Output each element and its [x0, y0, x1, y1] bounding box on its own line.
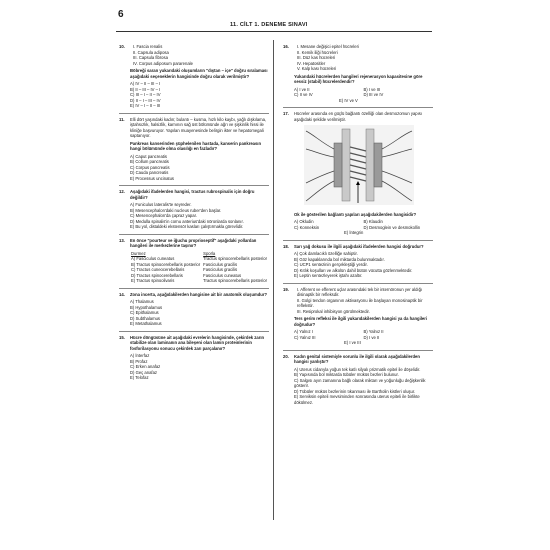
- answer-options: [130, 299, 269, 327]
- answer-option[interactable]: A) Caput pancreatis: [130, 153, 168, 159]
- question-stem: Ters gerim refleksi ile ilgili yukarıdakilerden hangisi ya da hangileri doğrudur?: [294, 316, 428, 327]
- answer-option[interactable]: E) Leptin sentezleyerek iştahı azaltır.: [294, 273, 363, 278]
- question-18: [283, 244, 433, 279]
- table-cell: C) Tractus cuneocerebellaris: [131, 267, 185, 272]
- answer-option[interactable]: B) Göz kapaklarında bol miktarda bulunmaktadır.: [294, 256, 385, 262]
- divider: [119, 234, 269, 235]
- question-15: [119, 335, 269, 381]
- question-stem: Sarı yağ dokusu ile ilgili aşağıdaki ifadelerden hangisi doğrudur?: [294, 243, 424, 249]
- question-17: [283, 111, 433, 236]
- answer-option[interactable]: B) Yapısında bol miktarda tübüler müküs bezleri bulunur.: [294, 372, 399, 377]
- question-11: [119, 117, 269, 182]
- question-stem: Kadın genital sistemiyle sorunlu ile ilgili olarak aşağıdakilerden hangisi yanlıştır?: [294, 353, 420, 364]
- desmosome-figure: [304, 125, 414, 205]
- table-row[interactable]: [130, 278, 269, 284]
- question-stem: En önce "pourteur ve iğuchu proprioseptif" aşağıdaki yollardan hangileri ile merkezlerine taşınır?: [130, 237, 257, 248]
- table-cell: Tractus spinocerebellaris posterior: [203, 256, 268, 261]
- answer-option[interactable]: D) Kıtlık koşulları ve alkolün dahil bütün vücutta gözlenmektedir.: [294, 267, 413, 273]
- answer-option[interactable]: B) Klaudin: [363, 219, 383, 224]
- answer-option[interactable]: C) Erken anafaz: [130, 364, 161, 369]
- question-stem: Yukarıdaki hücrelerden hangileri rejenerasyon kapasitesine göre sessiz (stabil) hücrelerdendir?: [294, 73, 423, 84]
- divider: [119, 288, 269, 289]
- question-16: [283, 44, 433, 103]
- list-item: II. Capsula adiposa: [133, 49, 169, 55]
- question-number: 13.: [119, 237, 125, 243]
- divider: [283, 240, 433, 241]
- answer-option[interactable]: D) Geç anafaz: [130, 369, 157, 375]
- divider: [283, 350, 433, 351]
- item-list: [294, 44, 433, 72]
- answer-option[interactable]: E) IV – I – II – III: [130, 103, 161, 108]
- answer-option[interactable]: D) Medulla spinalis'in cornu anterius'daki nöronlarda sonlanır.: [130, 218, 244, 224]
- answer-option[interactable]: C) Yalnız III: [294, 334, 316, 340]
- question-14: [119, 292, 269, 327]
- question-19: [283, 287, 433, 346]
- question-stem: Ok ile gösterilen bağlantı yapıları aşağıdakilerden hangisidir?: [294, 211, 417, 217]
- list-item: I. Fascia renalis: [133, 44, 163, 49]
- divider: [119, 331, 269, 332]
- answer-option[interactable]: C) UCP1 sentezinin gerçekleştiği yerdir.: [294, 262, 368, 267]
- question-number: 12.: [119, 189, 125, 194]
- table-cell: D) Tractus spinocerebellaris: [131, 272, 183, 278]
- list-item: I. Afferent ve efferent uçlar arasındaki tek bir internöronun yer aldığı disinaptik bir refleksdir.: [297, 286, 423, 297]
- answer-option[interactable]: E) Metathalamus: [130, 321, 162, 326]
- header-rule: [116, 31, 432, 32]
- answer-options: [294, 219, 433, 236]
- answer-option[interactable]: A) İnterfaz: [130, 353, 150, 358]
- list-item: III. Resiprokal inhibisyon görülmektedir.: [297, 308, 370, 314]
- list-item: IV. Hepatositler: [297, 60, 326, 66]
- column-divider: [273, 40, 274, 520]
- table-cell: A) Fasciculus cuneatus: [131, 256, 175, 261]
- answer-option[interactable]: D) Subthalamus: [130, 315, 161, 321]
- page-number: 6: [118, 9, 124, 20]
- question-20: [283, 354, 433, 406]
- item-list: [130, 44, 269, 66]
- question-stem: Pankreas kanserinden şüphelenilen hastada, kanserin pankreasın hangi bölümünde olma olasılığı en fazladır?: [130, 140, 262, 151]
- answer-option[interactable]: A) Thalamus: [130, 299, 154, 304]
- answer-option[interactable]: D) III ve IV: [363, 92, 384, 97]
- answer-option[interactable]: E) I ve III: [344, 340, 361, 345]
- answer-option[interactable]: C) Epithalamus: [130, 310, 159, 315]
- answer-option[interactable]: B) Profaz: [130, 358, 148, 364]
- answer-option[interactable]: C) Konneksin: [294, 224, 320, 230]
- answer-option[interactable]: B) Mesencephalon'daki nucleus ruber'den başlar.: [130, 207, 222, 213]
- question-stem: Böbreği saran yukarıdaki oluşumların "dıştan – içe" doğru sıralaması aşağıdaki seçeneklerin hangisinde doğru olarak verilmiştir?: [130, 68, 268, 79]
- answer-option[interactable]: E) Telofaz: [130, 375, 149, 380]
- question-number: 19.: [283, 286, 289, 292]
- answer-option[interactable]: D) Desmoglein ve desmokollin: [363, 224, 421, 230]
- answer-option[interactable]: C) II ve IV: [294, 92, 313, 97]
- table-cell: Fasciculus cuneatus: [203, 272, 242, 278]
- list-item: IV. Corpus adiposum pararenale: [133, 60, 193, 66]
- answer-options: [294, 367, 433, 406]
- answer-option[interactable]: C) III – I – II – IV: [130, 92, 161, 97]
- question-stem: Zona incerta, aşağıdakilerden hangisine ait bir anatomik oluşumdur?: [130, 291, 268, 297]
- table-cell: B) Tractus spinocerebellaris posterior: [131, 261, 201, 267]
- list-item: I. Mesane değişici epitel hücreleri: [297, 44, 359, 49]
- list-item: V. Kalp kası hücreleri: [297, 66, 337, 71]
- list-item: II. Kemik iliği hücreleri: [297, 49, 338, 55]
- answer-option[interactable]: C) Corpus pancreatis: [130, 164, 170, 170]
- table-header: Sporla: [203, 250, 216, 256]
- question-number: 16.: [283, 44, 289, 49]
- answer-options: [130, 154, 269, 182]
- answer-option[interactable]: D) Cauda pancreatis: [130, 170, 169, 175]
- answer-option[interactable]: B) I ve III: [363, 86, 381, 92]
- question-12: [119, 189, 269, 230]
- answer-options: [130, 353, 269, 381]
- answer-options: [130, 202, 269, 230]
- answer-option[interactable]: A) Okludin: [294, 219, 314, 224]
- question-number: 10.: [119, 44, 125, 49]
- divider: [283, 283, 433, 284]
- question-number: 11.: [119, 116, 125, 122]
- answer-option[interactable]: D) Tübüler müküs bezlerinin tıkanması ile Bartholin kistleri oluşur.: [294, 388, 416, 394]
- question-number: 14.: [119, 291, 125, 297]
- question-text: Elli dört yaşındaki kadın; bulantı – kusma, hızlı kilo kaybı, yağlı dışkılama, iştahsızlık, halsizlik, karnının sağ üst bölümünde ağrı ve şişkinlik hissi ile kliniğe başvuruyor. Yapılan muayenesinde belirgin ikter ve hepatomegali saptanıyor.: [130, 116, 267, 138]
- answer-option[interactable]: B) Collum pancreatis: [130, 159, 169, 164]
- left-column: [119, 44, 269, 385]
- answer-option[interactable]: C) Salgısı ayın zamanına bağlı olarak miktarı ve yoğunluğu değişkenlik gösterir.: [294, 377, 426, 388]
- answer-option[interactable]: D) II – I – III – IV: [130, 97, 161, 103]
- divider: [119, 185, 269, 186]
- answer-option[interactable]: A) IV – II – III – I: [130, 81, 161, 86]
- question-number: 15.: [119, 334, 125, 340]
- question-text: Hücreler arasında en güçlü bağlantı özelliği olan desmozomun yapısı aşağıdaki şekilde verilmiştir.: [294, 111, 423, 122]
- answer-option[interactable]: E) Serviksin epiteli mevsiminden sonrasında uterus epiteli ile birlikte dökülmez.: [294, 394, 420, 405]
- answer-option[interactable]: E) IV ve V: [339, 97, 358, 103]
- list-item: II. Golgi tendon organının aktivasyonu ile başlayan monosinaptik bir reflekstir.: [297, 297, 423, 308]
- divider: [119, 113, 269, 114]
- question-number: 18.: [283, 243, 289, 249]
- question-stem: Aşağıdaki ifadelerden hangisi, tractus rubrospinalis için doğru değildir?: [130, 189, 255, 200]
- question-stem: Hücre döngüsüne ait aşağıdaki evrelerin hangisinde, çekirdek zarın stabilize olan laminanın ana bileşeni olan lamin proteinlerinin fosforilasyonu sonucu çekirdek zarı parçalanır?: [130, 334, 265, 351]
- question-number: 20.: [283, 353, 289, 359]
- answer-option[interactable]: A) Funiculus lateralis'te seyreder.: [130, 202, 192, 207]
- right-column: [283, 44, 433, 409]
- list-item: III. Düz kas hücreleri: [297, 55, 336, 60]
- header-title: 11. CİLT 1. DENEME SINAVI: [230, 22, 308, 28]
- answer-option[interactable]: B) Hypothalamus: [130, 304, 163, 310]
- table-cell: E) Tractus spinoolivaris: [131, 278, 175, 283]
- answer-options: [130, 81, 269, 109]
- answer-option[interactable]: E) Bu yol, distaldeki ekstensör kasları çalıştırmakla görevlidir.: [130, 224, 244, 229]
- answer-option[interactable]: B) II – III – IV – I: [130, 86, 161, 92]
- answer-options: [294, 251, 433, 279]
- question-10: [119, 44, 269, 109]
- answer-option[interactable]: B) Yalnız II: [363, 329, 384, 334]
- answer-option[interactable]: C) Mesencephalon'da çapraz yapar.: [130, 213, 197, 218]
- question-number: 17.: [283, 111, 289, 116]
- table-header: Durmez: [131, 250, 146, 256]
- answer-option[interactable]: A) I ve II: [294, 86, 310, 92]
- list-item: III. Capsula fibrosa: [133, 55, 168, 60]
- answer-options: [294, 87, 433, 104]
- answer-option[interactable]: E) Processus uncinatus: [130, 175, 174, 181]
- answer-option[interactable]: A) Çok damlacıklı özelliğe sahiptir.: [294, 251, 358, 256]
- item-list: [294, 287, 433, 315]
- divider: [283, 107, 433, 108]
- answer-option[interactable]: E) İntegrin: [344, 230, 364, 235]
- question-13: [119, 238, 269, 284]
- table-cell: Fasciculus gracilis: [203, 261, 238, 267]
- answer-option[interactable]: A) Yalnız I: [294, 329, 313, 334]
- table-cell: Tractus spinocerebellaris posterior: [203, 278, 268, 283]
- answer-option[interactable]: D) I ve II: [363, 334, 380, 340]
- answer-options: [294, 329, 433, 346]
- answer-option[interactable]: A) Uterus cidarıyla yoğun tek katlı silyalı prizmatik epitel ile döşelidir.: [294, 366, 421, 372]
- table-cell: Fasciculus gracilis: [203, 267, 238, 272]
- answer-table: [130, 251, 269, 284]
